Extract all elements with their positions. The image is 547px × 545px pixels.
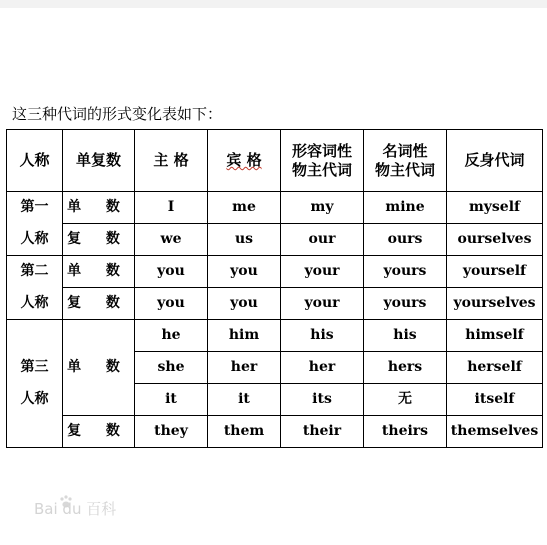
cell-reflexive: himself (447, 320, 543, 352)
header-object (208, 130, 281, 192)
cell-noun-possessive: yours (364, 256, 447, 288)
number-singular: 单 数 (63, 256, 135, 288)
table-row (7, 288, 543, 320)
number-plural: 复 数 (63, 288, 135, 320)
person-first-line1: 第一 (20, 199, 49, 215)
header-adj-possessive-line1: 形容词性 (291, 141, 352, 160)
cell-reflexive: herself (447, 352, 543, 384)
cell-subject: she (135, 352, 208, 384)
cell-object: him (208, 320, 281, 352)
header-person: 人称 (7, 130, 63, 192)
cell-object: it (208, 384, 281, 416)
cell-adj-possessive: your (281, 256, 364, 288)
cell-noun-possessive: ours (364, 224, 447, 256)
cell-noun-possessive: hers (364, 352, 447, 384)
cell-subject: we (135, 224, 208, 256)
header-adj-possessive (281, 130, 364, 192)
cell-subject: he (135, 320, 208, 352)
table-caption: 这三种代词的形式变化表如下： (12, 105, 223, 123)
cell-reflexive: myself (447, 192, 543, 224)
person-third (7, 320, 63, 448)
cell-noun-possessive: mine (364, 192, 447, 224)
header-noun-possessive-line2: 物主代词 (374, 160, 435, 179)
cell-subject: they (135, 416, 208, 448)
cell-object: us (208, 224, 281, 256)
cell-adj-possessive: your (281, 288, 364, 320)
cell-object: me (208, 192, 281, 224)
table-row (7, 256, 543, 288)
cell-adj-possessive: our (281, 224, 364, 256)
header-object-label: 宾 格 (226, 151, 262, 170)
cell-subject: you (135, 256, 208, 288)
header-reflexive: 反身代词 (447, 130, 543, 192)
cell-adj-possessive: their (281, 416, 364, 448)
header-adj-possessive-line2: 物主代词 (291, 160, 352, 179)
header-noun-possessive (364, 130, 447, 192)
cell-noun-possessive: yours (364, 288, 447, 320)
cell-noun-possessive: theirs (364, 416, 447, 448)
cell-subject: it (135, 384, 208, 416)
person-second-line1: 第二 (20, 263, 49, 279)
cell-reflexive: itself (447, 384, 543, 416)
top-strip (0, 0, 547, 8)
pronoun-table (6, 129, 543, 448)
number-singular: 单 数 (63, 192, 135, 224)
cell-subject: you (135, 288, 208, 320)
header-row (7, 130, 543, 192)
person-second-line2: 人称 (20, 294, 49, 311)
cell-reflexive: yourself (447, 256, 543, 288)
table-row (7, 320, 543, 352)
header-noun-possessive-line1: 名词性 (382, 141, 428, 160)
table-row (7, 416, 543, 448)
cell-reflexive: ourselves (447, 224, 543, 256)
cell-adj-possessive: her (281, 352, 364, 384)
person-first-line2: 人称 (20, 230, 49, 247)
header-number: 单复数 (63, 130, 135, 192)
person-first (7, 192, 63, 256)
number-plural: 复 数 (63, 224, 135, 256)
cell-adj-possessive: its (281, 384, 364, 416)
person-third-line2: 人称 (20, 390, 49, 407)
cell-reflexive: themselves (447, 416, 543, 448)
table-row (7, 192, 543, 224)
cell-adj-possessive: my (281, 192, 364, 224)
cell-object: you (208, 256, 281, 288)
cell-object: them (208, 416, 281, 448)
cell-subject: I (135, 192, 208, 224)
person-second (7, 256, 63, 320)
number-plural: 复 数 (63, 416, 135, 448)
cell-adj-possessive: his (281, 320, 364, 352)
cell-reflexive: yourselves (447, 288, 543, 320)
number-singular: 单 数 (63, 320, 135, 416)
cell-noun-possessive: his (364, 320, 447, 352)
table-row (7, 224, 543, 256)
person-third-line1: 第三 (20, 359, 49, 375)
cell-object: you (208, 288, 281, 320)
header-subject: 主 格 (135, 130, 208, 192)
cell-noun-possessive: 无 (364, 384, 447, 416)
cell-object: her (208, 352, 281, 384)
watermark: Bai du 百科 (34, 500, 117, 518)
